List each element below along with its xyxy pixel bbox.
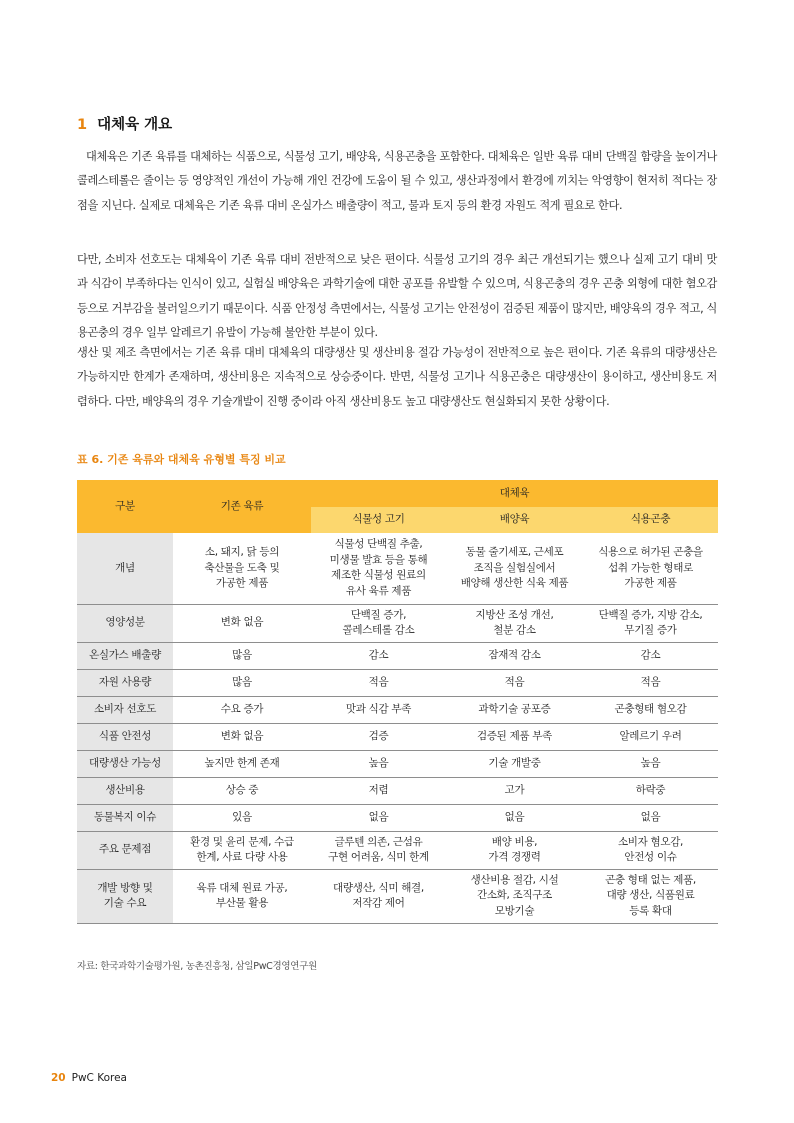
row-label: 개념 xyxy=(77,533,173,604)
table-body xyxy=(77,533,718,923)
comparison-table xyxy=(77,480,718,924)
table-cell: 높지만 한계 존재 xyxy=(173,750,311,777)
table-cell: 적음 xyxy=(446,669,583,696)
row-label: 개발 방향 및 기술 수요 xyxy=(77,869,173,923)
table-cell: 변화 없음 xyxy=(173,604,311,642)
table-cell: 소, 돼지, 닭 등의 축산물을 도축 및 가공한 제품 xyxy=(173,533,311,604)
table-cell: 지방산 조성 개선, 철분 감소 xyxy=(446,604,583,642)
table-cell: 많음 xyxy=(173,669,311,696)
table-cell: 있음 xyxy=(173,804,311,831)
table-row xyxy=(77,723,718,750)
row-label: 주요 문제점 xyxy=(77,831,173,869)
row-label: 동물복지 이슈 xyxy=(77,804,173,831)
source-note: 자료: 한국과학기술평가원, 농촌진흥청, 삼일PwC경영연구원 xyxy=(77,961,317,972)
row-label: 대량생산 가능성 xyxy=(77,750,173,777)
page-footer xyxy=(51,1072,127,1084)
table-cell: 대량생산, 식미 해결, 저작감 제어 xyxy=(311,869,446,923)
table-cell: 단백질 증가, 지방 감소, 무기질 증가 xyxy=(583,604,718,642)
table-cell: 환경 및 윤리 문제, 수급 한계, 사료 다량 사용 xyxy=(173,831,311,869)
row-label: 영양성분 xyxy=(77,604,173,642)
table-cell: 곤충 형태 없는 제품, 대량 생산, 식품원료 등록 확대 xyxy=(583,869,718,923)
table-cell: 육류 대체 원료 가공, 부산물 활용 xyxy=(173,869,311,923)
table-cell: 높음 xyxy=(583,750,718,777)
row-label: 식품 안전성 xyxy=(77,723,173,750)
table-cell: 없음 xyxy=(583,804,718,831)
table-cell: 생산비용 절감, 시설 간소화, 조직구조 모방기술 xyxy=(446,869,583,923)
table-cell: 고가 xyxy=(446,777,583,804)
table-cell: 높음 xyxy=(311,750,446,777)
table-row xyxy=(77,696,718,723)
table-cell: 검증된 제품 부족 xyxy=(446,723,583,750)
table-cell: 과학기술 공포증 xyxy=(446,696,583,723)
table-cell: 식물성 단백질 추출, 미생물 발효 등을 통해 제조한 식물성 원료의 유사 육류 제품 xyxy=(311,533,446,604)
header-edible-insect: 식용곤충 xyxy=(583,507,718,533)
paragraph-production: 생산 및 제조 측면에서는 기존 육류 대비 대체육의 대량생산 및 생산비용 절감 가능성이 전반적으로 높은 편이다. 기존 육류의 대량생산은 가능하지만 한계가 존재하며, 생산비용은 지속적으로 상승중이다. 반면, 식물성 고기나 식용곤충은 대량생산이 용이하고, 생산비용도 저렴하다. 다만, 배양육의 경우 기술개발이 진행 중이라 아직 생산비용도 높고 대량생산도 현실화되지 못한 상황이다. xyxy=(77,346,717,408)
table-cell: 소비자 혐오감, 안전성 이슈 xyxy=(583,831,718,869)
table-cell: 하락중 xyxy=(583,777,718,804)
table-cell: 잠재적 감소 xyxy=(446,642,583,669)
table-cell: 상승 중 xyxy=(173,777,311,804)
table-cell: 적음 xyxy=(311,669,446,696)
table-cell: 알레르기 우려 xyxy=(583,723,718,750)
header-conventional-meat: 기존 육류 xyxy=(173,480,311,533)
table-row xyxy=(77,750,718,777)
table-cell: 맛과 식감 부족 xyxy=(311,696,446,723)
table-row xyxy=(77,869,718,923)
row-label: 자원 사용량 xyxy=(77,669,173,696)
table-cell: 변화 없음 xyxy=(173,723,311,750)
table-cell: 감소 xyxy=(583,642,718,669)
row-label: 생산비용 xyxy=(77,777,173,804)
header-alternative-meat: 대체육 xyxy=(311,480,718,507)
table-row xyxy=(77,669,718,696)
row-label: 온실가스 배출량 xyxy=(77,642,173,669)
table-cell: 배양 비용, 가격 경쟁력 xyxy=(446,831,583,869)
header-category: 구분 xyxy=(77,480,173,533)
table-cell: 검증 xyxy=(311,723,446,750)
table-row xyxy=(77,831,718,869)
table-cell: 적음 xyxy=(583,669,718,696)
section-number: 1 xyxy=(77,117,88,133)
table-row xyxy=(77,804,718,831)
table-cell: 없음 xyxy=(446,804,583,831)
table-title: 표 6. 기존 육류와 대체육 유형별 특징 비교 xyxy=(77,453,286,466)
table-cell: 없음 xyxy=(311,804,446,831)
table-row xyxy=(77,777,718,804)
header-cultured-meat: 배양육 xyxy=(446,507,583,533)
paragraph-consumer-preference: 다만, 소비자 선호도는 대체육이 기존 육류 대비 전반적으로 낮은 편이다. 식물성 고기의 경우 최근 개선되기는 했으나 실제 고기 대비 맛과 식감이 부족하다는 인식이 있고, 실험실 배양육은 과학기술에 대한 공포를 유발할 수 있으며, 식용곤충의 경우 곤충 외형에 대한 혐오감 등으로 거부감을 불러일으키기 때문이다. 식품 안정성 측면에서는, 식물성 고기는 안전성이 검증된 제품이 많지만, 배양육의 경우 적고, 식용곤충의 경우 일부 알레르기 유발이 가능해 불안한 부분이 있다. xyxy=(77,253,717,339)
paragraph-intro: 대체육은 기존 육류를 대체하는 식품으로, 식물성 고기, 배양육, 식용곤충을 포함한다. 대체육은 일반 육류 대비 단백질 함량을 높이거나 콜레스테롤은 줄이는 등 영양적인 개선이 가능해 개인 건강에 도움이 될 수 있고, 생산과정에서 환경에 끼치는 악영향이 현저히 적다는 장점을 지닌다. 실제로 대체육은 기존 육류 대비 온실가스 배출량이 적고, 물과 토지 등의 환경 자원도 적게 필요로 한다. xyxy=(77,150,717,212)
publisher-name: PwC Korea xyxy=(71,1072,127,1084)
section-heading xyxy=(77,113,172,134)
table-cell: 기술 개발중 xyxy=(446,750,583,777)
table-row xyxy=(77,533,718,604)
page-number: 20 xyxy=(51,1072,66,1084)
table-cell: 단백질 증가, 콜레스테롤 감소 xyxy=(311,604,446,642)
table-cell: 동물 줄기세포, 근세포 조직을 실험실에서 배양해 생산한 식육 제품 xyxy=(446,533,583,604)
table-cell: 감소 xyxy=(311,642,446,669)
table-cell: 식용으로 허가된 곤충을 섭취 가능한 형태로 가공한 제품 xyxy=(583,533,718,604)
table-cell: 저렴 xyxy=(311,777,446,804)
table-cell: 곤충형태 혐오감 xyxy=(583,696,718,723)
table-row xyxy=(77,642,718,669)
header-plant-based: 식물성 고기 xyxy=(311,507,446,533)
table-row xyxy=(77,604,718,642)
section-title: 대체육 개요 xyxy=(97,117,173,133)
table-cell: 글루텐 의존, 근섬유 구현 어려움, 식미 한계 xyxy=(311,831,446,869)
table-cell: 수요 증가 xyxy=(173,696,311,723)
row-label: 소비자 선호도 xyxy=(77,696,173,723)
table-cell: 많음 xyxy=(173,642,311,669)
